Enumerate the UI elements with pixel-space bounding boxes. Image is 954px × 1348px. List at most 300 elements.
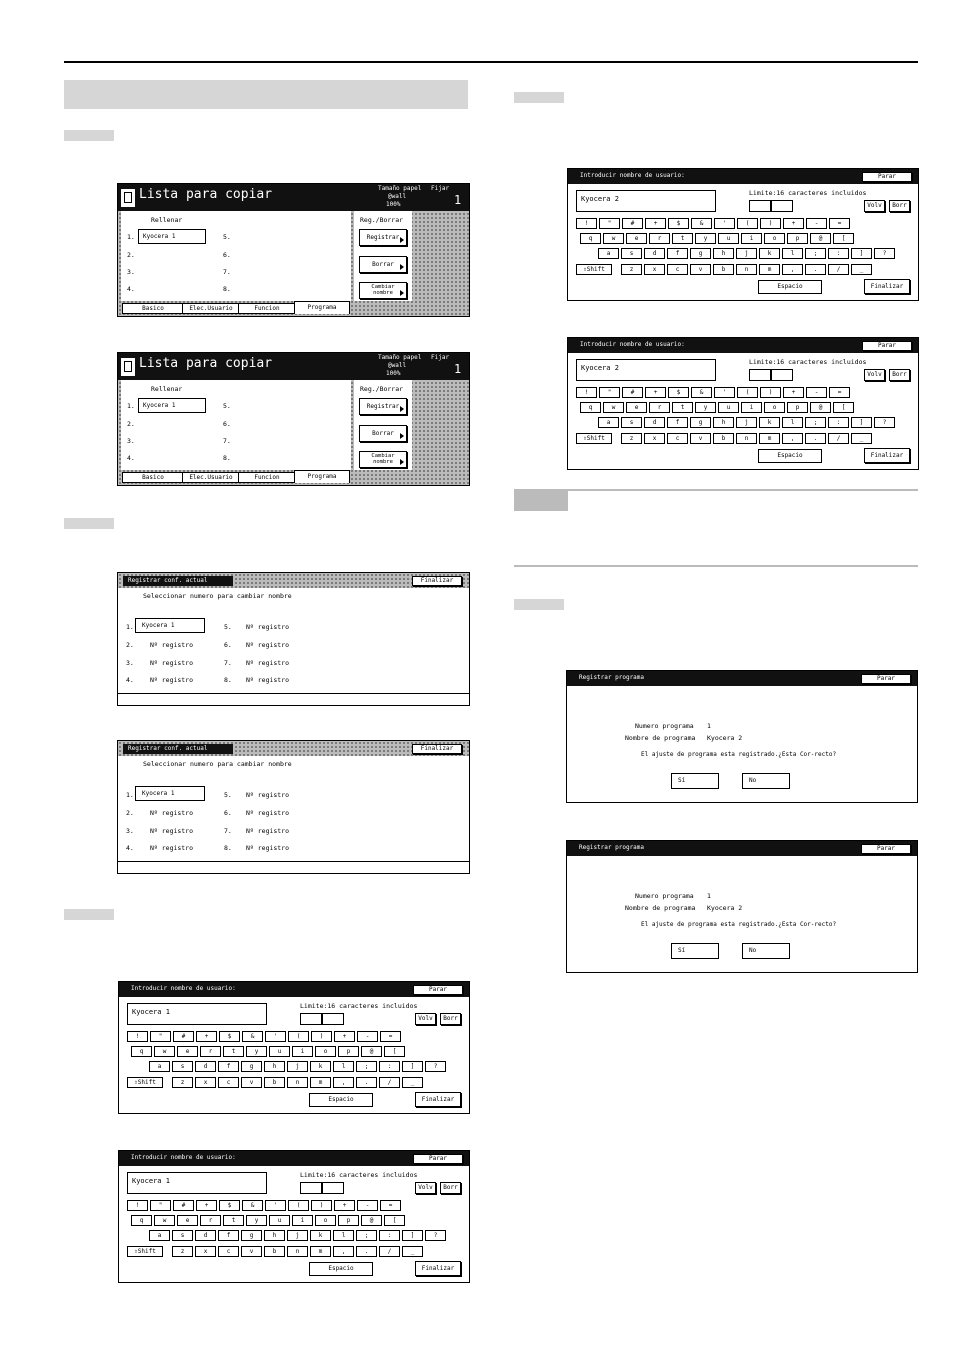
cursor-left-button[interactable]	[300, 1182, 322, 1194]
key[interactable]: '	[265, 1200, 286, 1211]
key[interactable]: z	[172, 1077, 193, 1088]
key[interactable]: p	[787, 402, 808, 413]
key[interactable]: [	[833, 402, 854, 413]
key[interactable]: &	[242, 1031, 263, 1042]
undo-button[interactable]: Volv	[415, 1182, 436, 1194]
key[interactable]: u	[269, 1046, 290, 1057]
key[interactable]: (	[737, 218, 758, 229]
key[interactable]: m	[759, 433, 780, 444]
key[interactable]: o	[315, 1215, 336, 1226]
item-number: 8.	[223, 454, 231, 462]
paper-size-value: @wall	[388, 362, 407, 369]
key[interactable]: d	[644, 417, 665, 428]
instruction: Seleccionar numero para cambiar nombre	[143, 760, 292, 768]
key[interactable]: (	[288, 1031, 309, 1042]
key[interactable]: s	[621, 417, 642, 428]
key[interactable]: z	[172, 1246, 193, 1257]
key[interactable]: q	[131, 1046, 152, 1057]
key[interactable]: y	[246, 1215, 267, 1226]
step-marker	[514, 92, 564, 103]
key[interactable]: d	[195, 1230, 216, 1241]
no-button[interactable]: No	[742, 943, 790, 959]
key[interactable]: a	[149, 1230, 170, 1241]
paper-size-value: @wall	[388, 193, 407, 200]
key[interactable]: o	[764, 233, 785, 244]
key[interactable]: )	[760, 387, 781, 398]
empty-slot[interactable]: Nº registro	[246, 791, 290, 799]
item-number: 3.	[127, 437, 135, 445]
key[interactable]: !	[127, 1031, 148, 1042]
key[interactable]: v	[241, 1077, 262, 1088]
program-slot-1[interactable]: Kyocera 1	[138, 229, 206, 244]
shift-key[interactable]: ⇧ Shift	[576, 433, 612, 444]
key[interactable]: /	[828, 264, 849, 275]
empty-slot[interactable]: Nº registro	[150, 641, 194, 649]
key[interactable]: x	[195, 1077, 216, 1088]
key[interactable]: u	[718, 402, 739, 413]
key[interactable]: n	[287, 1077, 308, 1088]
key[interactable]: h	[264, 1230, 285, 1241]
key[interactable]: f	[667, 417, 688, 428]
key[interactable]: +	[334, 1200, 355, 1211]
slot-number: 4.	[126, 844, 134, 852]
slot-1-button[interactable]: Kyocera 1	[135, 618, 205, 633]
key[interactable]: $	[668, 387, 689, 398]
key[interactable]: d	[644, 248, 665, 259]
key[interactable]: ?	[425, 1230, 446, 1241]
key[interactable]: (	[737, 387, 758, 398]
shift-icon: ⇧	[134, 1078, 138, 1086]
clear-button[interactable]: Borr	[440, 1013, 461, 1025]
key[interactable]: $	[219, 1200, 240, 1211]
key[interactable]: i	[292, 1215, 313, 1226]
key[interactable]: x	[644, 264, 665, 275]
key[interactable]: _	[402, 1246, 423, 1257]
key[interactable]: b	[264, 1246, 285, 1257]
key[interactable]: =	[380, 1031, 401, 1042]
key[interactable]: '	[265, 1031, 286, 1042]
key[interactable]: a	[598, 417, 619, 428]
key[interactable]: $	[219, 1031, 240, 1042]
slot-number: 7.	[224, 827, 232, 835]
key[interactable]: +	[196, 1200, 217, 1211]
empty-slot[interactable]: Nº registro	[246, 659, 290, 667]
key[interactable]: w	[603, 233, 624, 244]
key[interactable]: f	[218, 1230, 239, 1241]
key[interactable]: z	[621, 433, 642, 444]
key[interactable]: n	[736, 264, 757, 275]
undo-button[interactable]: Volv	[864, 369, 885, 381]
key[interactable]: +	[645, 218, 666, 229]
stop-button[interactable]: Parar	[862, 341, 912, 351]
stop-button[interactable]: Parar	[413, 985, 463, 995]
key[interactable]: =	[829, 387, 850, 398]
key[interactable]: b	[713, 264, 734, 275]
shift-key[interactable]: ⇧ Shift	[127, 1246, 163, 1257]
key[interactable]: w	[603, 402, 624, 413]
key[interactable]: b	[713, 433, 734, 444]
undo-button[interactable]: Volv	[415, 1013, 436, 1025]
key[interactable]: .	[805, 264, 826, 275]
key[interactable]: v	[241, 1246, 262, 1257]
stop-button[interactable]: Parar	[861, 674, 911, 684]
space-key[interactable]: Espacio	[309, 1262, 373, 1276]
key[interactable]: b	[264, 1077, 285, 1088]
key[interactable]: +	[783, 218, 804, 229]
slot-number: 8.	[224, 676, 232, 684]
key[interactable]: i	[292, 1046, 313, 1057]
confirm-question: El ajuste de programa esta registrado.¿Esta Cor-recto?	[641, 751, 837, 758]
key[interactable]: !	[576, 387, 597, 398]
key[interactable]: r	[649, 402, 670, 413]
key[interactable]: .	[805, 433, 826, 444]
key[interactable]: s	[172, 1061, 193, 1072]
finish-button[interactable]: Finalizar	[412, 744, 462, 754]
key[interactable]: -	[357, 1200, 378, 1211]
key[interactable]: f	[667, 248, 688, 259]
key[interactable]: -	[806, 218, 827, 229]
key[interactable]: ]	[402, 1061, 423, 1072]
key[interactable]: _	[851, 433, 872, 444]
finish-button[interactable]: Finalizar	[415, 1261, 461, 1276]
key[interactable]: '	[714, 387, 735, 398]
key[interactable]: +	[645, 387, 666, 398]
key[interactable]: j	[736, 417, 757, 428]
key[interactable]: #	[173, 1200, 194, 1211]
key[interactable]: ,	[333, 1077, 354, 1088]
rename-button[interactable]: Cambiar nombre	[359, 451, 407, 468]
yes-button[interactable]: Sí	[671, 943, 719, 959]
key[interactable]: #	[622, 387, 643, 398]
key[interactable]: c	[218, 1246, 239, 1257]
key[interactable]: w	[154, 1046, 175, 1057]
key[interactable]: [	[384, 1215, 405, 1226]
username-keyboard-screen	[118, 1150, 470, 1283]
key[interactable]: q	[580, 233, 601, 244]
key[interactable]: "	[150, 1200, 171, 1211]
key[interactable]: "	[599, 218, 620, 229]
key[interactable]: k	[759, 248, 780, 259]
tab-program[interactable]: Programa	[294, 470, 350, 483]
key[interactable]: ]	[851, 248, 872, 259]
key[interactable]: j	[287, 1061, 308, 1072]
step-marker	[64, 130, 114, 141]
item-number: 2.	[127, 420, 135, 428]
username-input[interactable]: Kyocera 2	[576, 359, 716, 381]
key[interactable]: ,	[782, 433, 803, 444]
empty-slot[interactable]: Nº registro	[150, 809, 194, 817]
key[interactable]: u	[718, 233, 739, 244]
char-limit: Limite:16 caracteres incluidos	[749, 358, 867, 366]
key[interactable]: ;	[356, 1230, 377, 1241]
key[interactable]: g	[690, 417, 711, 428]
username-input[interactable]: Kyocera 1	[127, 1172, 267, 1194]
finish-button[interactable]: Finalizar	[415, 1092, 461, 1107]
key[interactable]: y	[695, 233, 716, 244]
key[interactable]: ;	[356, 1061, 377, 1072]
finish-button[interactable]: Finalizar	[864, 279, 910, 294]
key[interactable]: d	[195, 1061, 216, 1072]
clear-button[interactable]: Borr	[889, 200, 910, 212]
key[interactable]: v	[690, 433, 711, 444]
tab-program[interactable]: Programa	[294, 301, 350, 314]
empty-slot[interactable]: Nº registro	[150, 659, 194, 667]
key[interactable]: r	[200, 1215, 221, 1226]
cursor-right-button[interactable]	[322, 1182, 344, 1194]
clear-button[interactable]: Borr	[889, 369, 910, 381]
username-input[interactable]: Kyocera 1	[127, 1003, 267, 1025]
key[interactable]: y	[695, 402, 716, 413]
program-slot-1[interactable]: Kyocera 1	[138, 398, 206, 413]
key[interactable]: =	[829, 218, 850, 229]
register-header: Reg./Borrar	[360, 216, 404, 224]
key[interactable]: -	[806, 387, 827, 398]
key[interactable]: o	[764, 402, 785, 413]
key[interactable]: t	[223, 1046, 244, 1057]
program-number-value: 1	[707, 722, 711, 730]
tab-user-choice[interactable]: Elec.Usuario	[182, 472, 240, 483]
key[interactable]: s	[621, 248, 642, 259]
key[interactable]: c	[667, 264, 688, 275]
key[interactable]: z	[621, 264, 642, 275]
yes-button[interactable]: Sí	[671, 773, 719, 789]
key[interactable]: v	[690, 264, 711, 275]
key[interactable]: ,	[782, 264, 803, 275]
key[interactable]: x	[644, 433, 665, 444]
shift-key[interactable]: ⇧ Shift	[576, 264, 612, 275]
tab-basic[interactable]: Basico	[122, 303, 184, 314]
finish-button[interactable]: Finalizar	[412, 576, 462, 586]
key[interactable]: e	[177, 1046, 198, 1057]
register-button[interactable]: Registrar	[359, 229, 407, 246]
cursor-right-button[interactable]	[771, 369, 793, 381]
key[interactable]: l	[333, 1061, 354, 1072]
shift-key[interactable]: ⇧ Shift	[127, 1077, 163, 1088]
stop-button[interactable]: Parar	[413, 1154, 463, 1164]
dialog-title: Introducir nombre de usuario:	[580, 341, 685, 348]
key[interactable]: p	[338, 1215, 359, 1226]
empty-slot[interactable]: Nº registro	[246, 641, 290, 649]
item-number: 4.	[127, 454, 135, 462]
key[interactable]: l	[782, 417, 803, 428]
empty-slot[interactable]: Nº registro	[246, 676, 290, 684]
key[interactable]: m	[759, 264, 780, 275]
key[interactable]: ?	[874, 417, 895, 428]
item-number: 5.	[223, 233, 231, 241]
key[interactable]: )	[311, 1200, 332, 1211]
undo-button[interactable]: Volv	[864, 200, 885, 212]
key[interactable]: _	[402, 1077, 423, 1088]
rename-button[interactable]: Cambiar nombre	[359, 282, 407, 299]
cursor-left-button[interactable]	[749, 200, 771, 212]
no-button[interactable]: No	[742, 773, 790, 789]
key[interactable]: r	[200, 1046, 221, 1057]
key[interactable]: i	[741, 402, 762, 413]
key[interactable]: :	[828, 417, 849, 428]
key[interactable]: /	[379, 1246, 400, 1257]
key[interactable]: c	[218, 1077, 239, 1088]
key[interactable]: [	[833, 233, 854, 244]
key[interactable]: &	[691, 218, 712, 229]
empty-slot[interactable]: Nº registro	[246, 809, 290, 817]
key[interactable]: &	[691, 387, 712, 398]
tab-function[interactable]: Funcion	[238, 303, 296, 314]
cursor-left-button[interactable]	[749, 369, 771, 381]
key[interactable]: _	[851, 264, 872, 275]
key[interactable]: "	[599, 387, 620, 398]
key[interactable]: m	[310, 1246, 331, 1257]
key[interactable]: [	[384, 1046, 405, 1057]
key[interactable]: $	[668, 218, 689, 229]
program-number-value: 1	[707, 892, 711, 900]
tab-basic[interactable]: Basico	[122, 472, 184, 483]
empty-slot[interactable]: Nº registro	[150, 844, 194, 852]
key[interactable]: ,	[333, 1246, 354, 1257]
key[interactable]: ;	[805, 248, 826, 259]
copy-header	[118, 184, 469, 211]
key[interactable]: @	[810, 402, 831, 413]
key[interactable]: !	[576, 218, 597, 229]
empty-slot[interactable]: Nº registro	[246, 844, 290, 852]
key[interactable]: .	[356, 1246, 377, 1257]
clear-button[interactable]: Borr	[440, 1182, 461, 1194]
key[interactable]: :	[828, 248, 849, 259]
empty-slot[interactable]: Nº registro	[150, 827, 194, 835]
key[interactable]: k	[310, 1061, 331, 1072]
slot-1-button[interactable]: Kyocera 1	[135, 786, 205, 801]
key[interactable]: l	[333, 1230, 354, 1241]
key[interactable]: k	[759, 417, 780, 428]
key[interactable]: .	[356, 1077, 377, 1088]
key[interactable]: g	[241, 1061, 262, 1072]
key[interactable]: +	[196, 1031, 217, 1042]
key[interactable]: ]	[402, 1230, 423, 1241]
paper-size-label: Tamaño papel	[378, 354, 422, 361]
key[interactable]: g	[241, 1230, 262, 1241]
key[interactable]: h	[713, 417, 734, 428]
key[interactable]: +	[783, 387, 804, 398]
item-number: 2.	[127, 251, 135, 259]
space-key[interactable]: Espacio	[758, 280, 822, 294]
key[interactable]: !	[127, 1200, 148, 1211]
copy-ready-screen	[117, 183, 470, 317]
key[interactable]: o	[315, 1046, 336, 1057]
register-button[interactable]: Registrar	[359, 398, 407, 415]
key[interactable]: q	[131, 1215, 152, 1226]
key[interactable]: &	[242, 1200, 263, 1211]
key[interactable]: n	[287, 1246, 308, 1257]
finish-button[interactable]: Finalizar	[864, 448, 910, 463]
register-program-screen	[566, 670, 918, 803]
key[interactable]: /	[828, 433, 849, 444]
cursor-left-button[interactable]	[300, 1013, 322, 1025]
space-key[interactable]: Espacio	[758, 449, 822, 463]
key[interactable]: w	[154, 1215, 175, 1226]
key[interactable]: j	[287, 1230, 308, 1241]
key[interactable]: t	[223, 1215, 244, 1226]
key[interactable]: p	[787, 233, 808, 244]
key[interactable]: ?	[874, 248, 895, 259]
key[interactable]: p	[338, 1046, 359, 1057]
key[interactable]: t	[672, 233, 693, 244]
key[interactable]: h	[713, 248, 734, 259]
key[interactable]: m	[310, 1077, 331, 1088]
key[interactable]: +	[334, 1031, 355, 1042]
tab-user-choice[interactable]: Elec.Usuario	[182, 303, 240, 314]
key[interactable]: '	[714, 218, 735, 229]
shift-icon: ⇧	[583, 434, 587, 442]
key[interactable]: f	[218, 1061, 239, 1072]
key[interactable]: x	[195, 1246, 216, 1257]
cursor-right-button[interactable]	[322, 1013, 344, 1025]
key[interactable]: ]	[851, 417, 872, 428]
key[interactable]: g	[690, 248, 711, 259]
register-current-settings-screen	[117, 572, 470, 706]
key[interactable]: q	[580, 402, 601, 413]
key[interactable]: t	[672, 402, 693, 413]
key[interactable]: (	[288, 1200, 309, 1211]
username-input[interactable]: Kyocera 2	[576, 190, 716, 212]
stop-button[interactable]: Parar	[862, 172, 912, 182]
key[interactable]: s	[172, 1230, 193, 1241]
key[interactable]: u	[269, 1215, 290, 1226]
key[interactable]: y	[246, 1046, 267, 1057]
key[interactable]: ;	[805, 417, 826, 428]
key[interactable]: a	[598, 248, 619, 259]
key[interactable]: a	[149, 1061, 170, 1072]
stop-button[interactable]: Parar	[861, 844, 911, 854]
key[interactable]: i	[741, 233, 762, 244]
key[interactable]: =	[380, 1200, 401, 1211]
slot-number: 3.	[126, 659, 134, 667]
empty-slot[interactable]: Nº registro	[150, 676, 194, 684]
register-header: Reg./Borrar	[360, 385, 404, 393]
key[interactable]: ?	[425, 1061, 446, 1072]
delete-button[interactable]: Borrar	[359, 425, 407, 442]
key[interactable]: h	[264, 1061, 285, 1072]
key[interactable]: "	[150, 1031, 171, 1042]
key[interactable]: e	[177, 1215, 198, 1226]
key[interactable]: :	[379, 1230, 400, 1241]
delete-button[interactable]: Borrar	[359, 256, 407, 273]
key[interactable]: n	[736, 433, 757, 444]
key[interactable]: l	[782, 248, 803, 259]
zoom-value: 100%	[386, 370, 401, 377]
key[interactable]: :	[379, 1061, 400, 1072]
space-key[interactable]: Espacio	[309, 1093, 373, 1107]
key[interactable]: e	[626, 402, 647, 413]
key[interactable]: @	[361, 1215, 382, 1226]
key[interactable]: e	[626, 233, 647, 244]
key[interactable]: @	[361, 1046, 382, 1057]
key[interactable]: /	[379, 1077, 400, 1088]
key[interactable]: )	[311, 1031, 332, 1042]
key[interactable]: )	[760, 218, 781, 229]
list-header: Rellenar	[151, 385, 183, 393]
key[interactable]: @	[810, 233, 831, 244]
key[interactable]: k	[310, 1230, 331, 1241]
key[interactable]: j	[736, 248, 757, 259]
key[interactable]: r	[649, 233, 670, 244]
key[interactable]: -	[357, 1031, 378, 1042]
empty-slot[interactable]: Nº registro	[246, 827, 290, 835]
key[interactable]: c	[667, 433, 688, 444]
cursor-right-button[interactable]	[771, 200, 793, 212]
key[interactable]: #	[622, 218, 643, 229]
tab-function[interactable]: Funcion	[238, 472, 296, 483]
key[interactable]: #	[173, 1031, 194, 1042]
empty-slot[interactable]: Nº registro	[246, 623, 290, 631]
